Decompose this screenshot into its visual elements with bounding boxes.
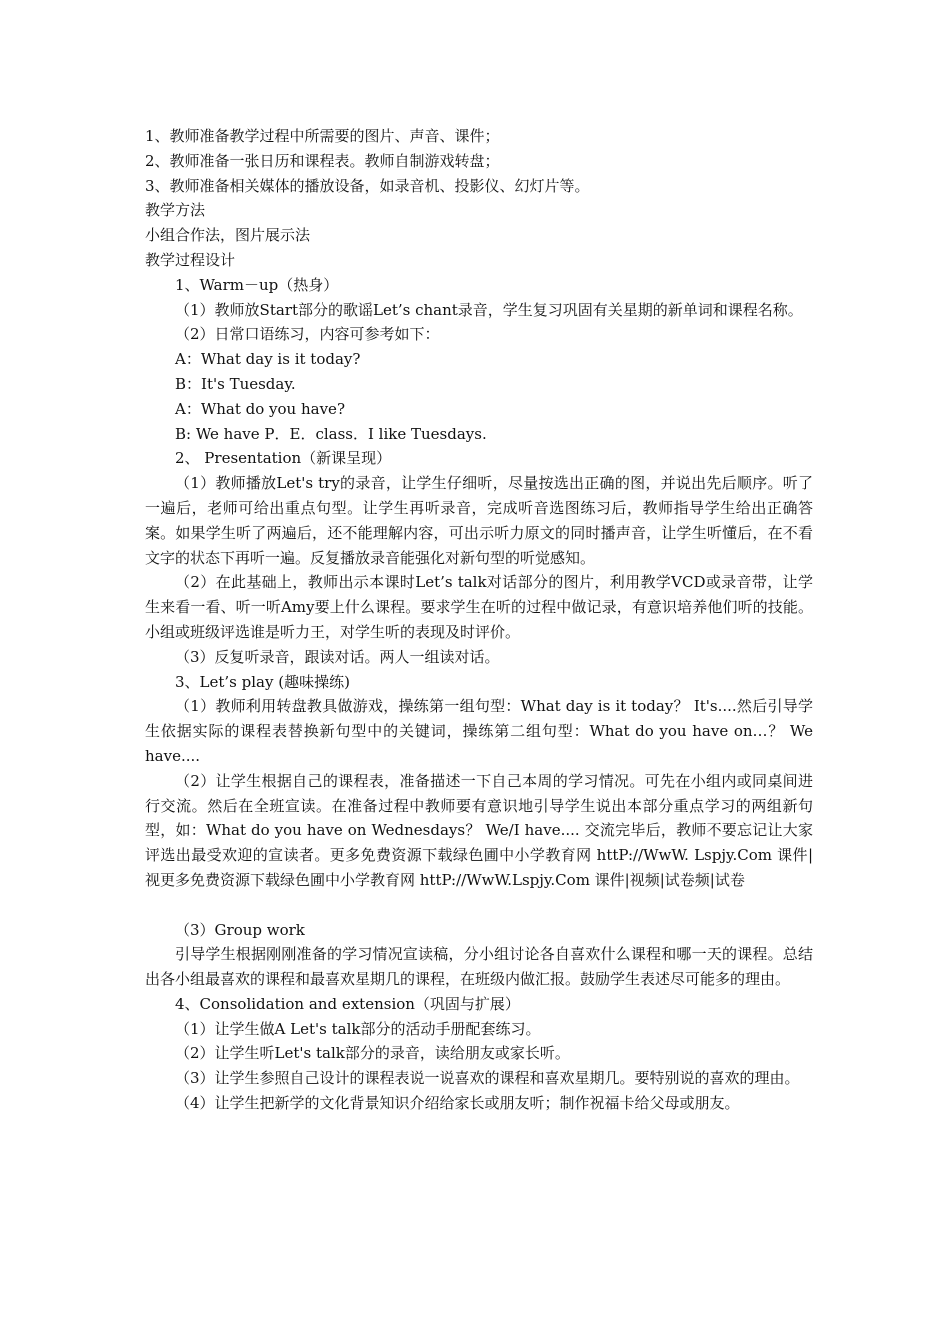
paragraph: （2）日常口语练习，内容可参考如下：	[175, 325, 440, 344]
paragraph: 小组合作法，图片展示法	[145, 226, 311, 245]
paragraph: B: We have P．E．class．I like Tuesdays.	[175, 424, 487, 443]
paragraph: （2）在此基础上，教师出示本课时Let’s talk对话部分的图片，利用教学VCD或录音带，让学生来看一看、听一听Amy要上什么课程。要求学生在听的过程中做记录，有意识培养他们听的技能。小组或班级评选谁是听力王，对学生听的表现及时评价。	[145, 573, 813, 641]
paragraph: A：What do you have?	[175, 399, 345, 418]
paragraph: 教学方法	[145, 201, 206, 220]
paragraph: 3、教师准备相关媒体的播放设备，如录音机、投影仪、幻灯片等。	[145, 176, 590, 195]
paragraph: （1）教师利用转盘教具做游戏，操练第一组句型：What day is it today？ It's....然后引导学生依据实际的课程表替换新句型中的关键词，操练第二组句型：What do you have on…？ We have....	[145, 697, 818, 765]
paragraph: （4）让学生把新学的文化背景知识介绍给家长或朋友听；制作祝福卡给父母或朋友。	[175, 1094, 740, 1113]
paragraph: （2）让学生根据自己的课程表，准备描述一下自己本周的学习情况。可先在小组内或同桌间进行交流。然后在全班宣读。在准备过程中教师要有意识地引导学生说出本部分重点学习的两组新句型，如：What do you have on Wednesdays？ We/I have.... 交流完毕后，教师不要忘记让大家评选出最受欢迎的宣读者。更多免费资源下载绿色圃中小学教育网 httP://WwW. Lspjy.Com 课件|视更多免费资源下载绿色圃中小学教育网 httP://WwW.Lspjy.Com 课件|视频|试卷频|试卷	[145, 771, 813, 889]
paragraph: B：It's Tuesday.	[175, 374, 296, 393]
blank-line	[145, 893, 813, 918]
paragraph: （3）让学生参照自己设计的课程表说一说喜欢的课程和喜欢星期几。要特别说的喜欢的理由。	[175, 1069, 800, 1088]
paragraph: （2）让学生听Let's talk部分的录音，读给朋友或家长听。	[175, 1044, 570, 1063]
paragraph: 4、Consolidation and extension（巩固与扩展）	[175, 994, 520, 1013]
paragraph: （1）让学生做A Let's talk部分的活动手册配套练习。	[175, 1019, 541, 1038]
paragraph: 1、Warm－up（热身）	[175, 275, 339, 294]
paragraph: 2、教师准备一张日历和课程表。教师自制游戏转盘；	[145, 151, 500, 170]
paragraph: （1）教师播放Let's try的录音，让学生仔细听，尽量按选出正确的图，并说出先后顺序。听了一遍后，老师可给出重点句型。让学生再听录音，完成听音选图练习后，教师指导学生给出正确答案。如果学生听了两遍后，还不能理解内容，可出示听力原文的同时播声音，让学生听懂后，在不看文字的状态下再听一遍。反复播放录音能强化对新句型的听觉感知。	[145, 474, 813, 567]
paragraph: （3）Group work	[175, 920, 305, 939]
document-body	[145, 124, 818, 1116]
paragraph: 3、Let’s play (趣味操练)	[175, 672, 350, 691]
paragraph: 2、 Presentation（新课呈现）	[175, 449, 392, 468]
paragraph: （3）反复听录音，跟读对话。两人一组读对话。	[175, 647, 500, 666]
paragraph: 1、教师准备教学过程中所需要的图片、声音、课件；	[145, 127, 500, 145]
paragraph: 引导学生根据刚刚准备的学习情况宣读稿，分小组讨论各自喜欢什么课程和哪一天的课程。总结出各小组最喜欢的课程和最喜欢星期几的课程，在班级内做汇报。鼓励学生表述尽可能多的理由。	[145, 945, 813, 989]
paragraph: A：What day is it today?	[175, 350, 361, 369]
paragraph: 教学过程设计	[145, 250, 236, 269]
paragraph: （1）教师放Start部分的歌谣Let’s chant录音，学生复习巩固有关星期的新单词和课程名称。	[175, 300, 803, 319]
